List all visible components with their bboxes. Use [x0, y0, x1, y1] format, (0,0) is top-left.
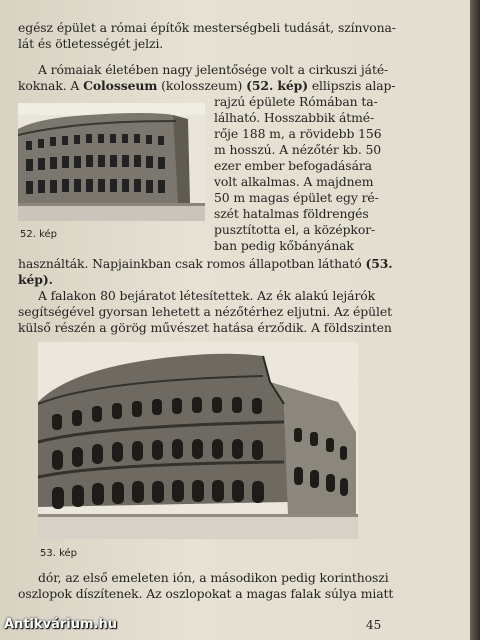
- figure-reference: kép).: [18, 272, 53, 287]
- watermark: Antikvárium.hu: [4, 617, 117, 632]
- text-run: (kolosszeum): [161, 78, 243, 93]
- text-line: külső részén a görög művészet hatása érződik. A földszinten: [18, 320, 392, 335]
- text-line: m hosszú. A nézőtér kb. 50: [214, 142, 382, 157]
- text-line: [18, 256, 392, 272]
- text-run: használták. Napjainkban csak romos állapotban látható: [18, 256, 362, 271]
- page-edge-shadow: [470, 0, 480, 640]
- text-line: [18, 78, 395, 94]
- text-line: rajzú épülete Rómában ta-: [214, 94, 378, 109]
- text-line: lálható. Hosszabbik átmé-: [214, 110, 375, 125]
- text-line: segítségével gyorsan lehetett a nézőtérhez eljutni. Az épület: [18, 304, 392, 319]
- text-line: ban pedig kőbányának: [214, 238, 354, 253]
- caption-53: 53. kép: [40, 548, 78, 559]
- text-line: 50 m magas épület egy ré-: [214, 190, 379, 205]
- text-line: dór, az első emeleten ión, a másodikon pedig korinthoszi: [38, 570, 389, 585]
- text-line: rője 188 m, a rövidebb 156: [214, 126, 382, 141]
- text-run: ellipszis alap-: [311, 78, 396, 93]
- text-line: A rómaiak életében nagy jelentősége volt a cirkuszi játé-: [38, 62, 389, 77]
- figure-reference: (53.: [365, 256, 393, 271]
- text-line: volt alkalmas. A majdnem: [214, 174, 374, 189]
- text-run: koknak. A: [18, 78, 80, 93]
- text-line: ezer ember befogadására: [214, 158, 372, 173]
- bold-term-colosseum: Colosseum: [83, 78, 158, 93]
- colosseum-photo-53: [38, 342, 358, 539]
- text-line: lát és ötletességét jelzi.: [18, 36, 164, 51]
- colosseum-photo-52: [18, 103, 205, 221]
- figure-reference: (52. kép): [246, 78, 308, 93]
- page-number: 45: [366, 618, 382, 632]
- caption-52: 52. kép: [20, 229, 58, 240]
- text-line: egész épület a római építők mesterségbeli tudását, színvona-: [18, 20, 396, 35]
- text-line: A falakon 80 bejáratot létesítettek. Az ék alakú lejárók: [38, 288, 376, 303]
- text-line: pusztította el, a középkor-: [214, 222, 376, 237]
- text-line: szét hatalmas földrengés: [214, 206, 369, 221]
- text-line: oszlopok díszítenek. Az oszlopokat a magas falak súlya miatt: [18, 586, 394, 601]
